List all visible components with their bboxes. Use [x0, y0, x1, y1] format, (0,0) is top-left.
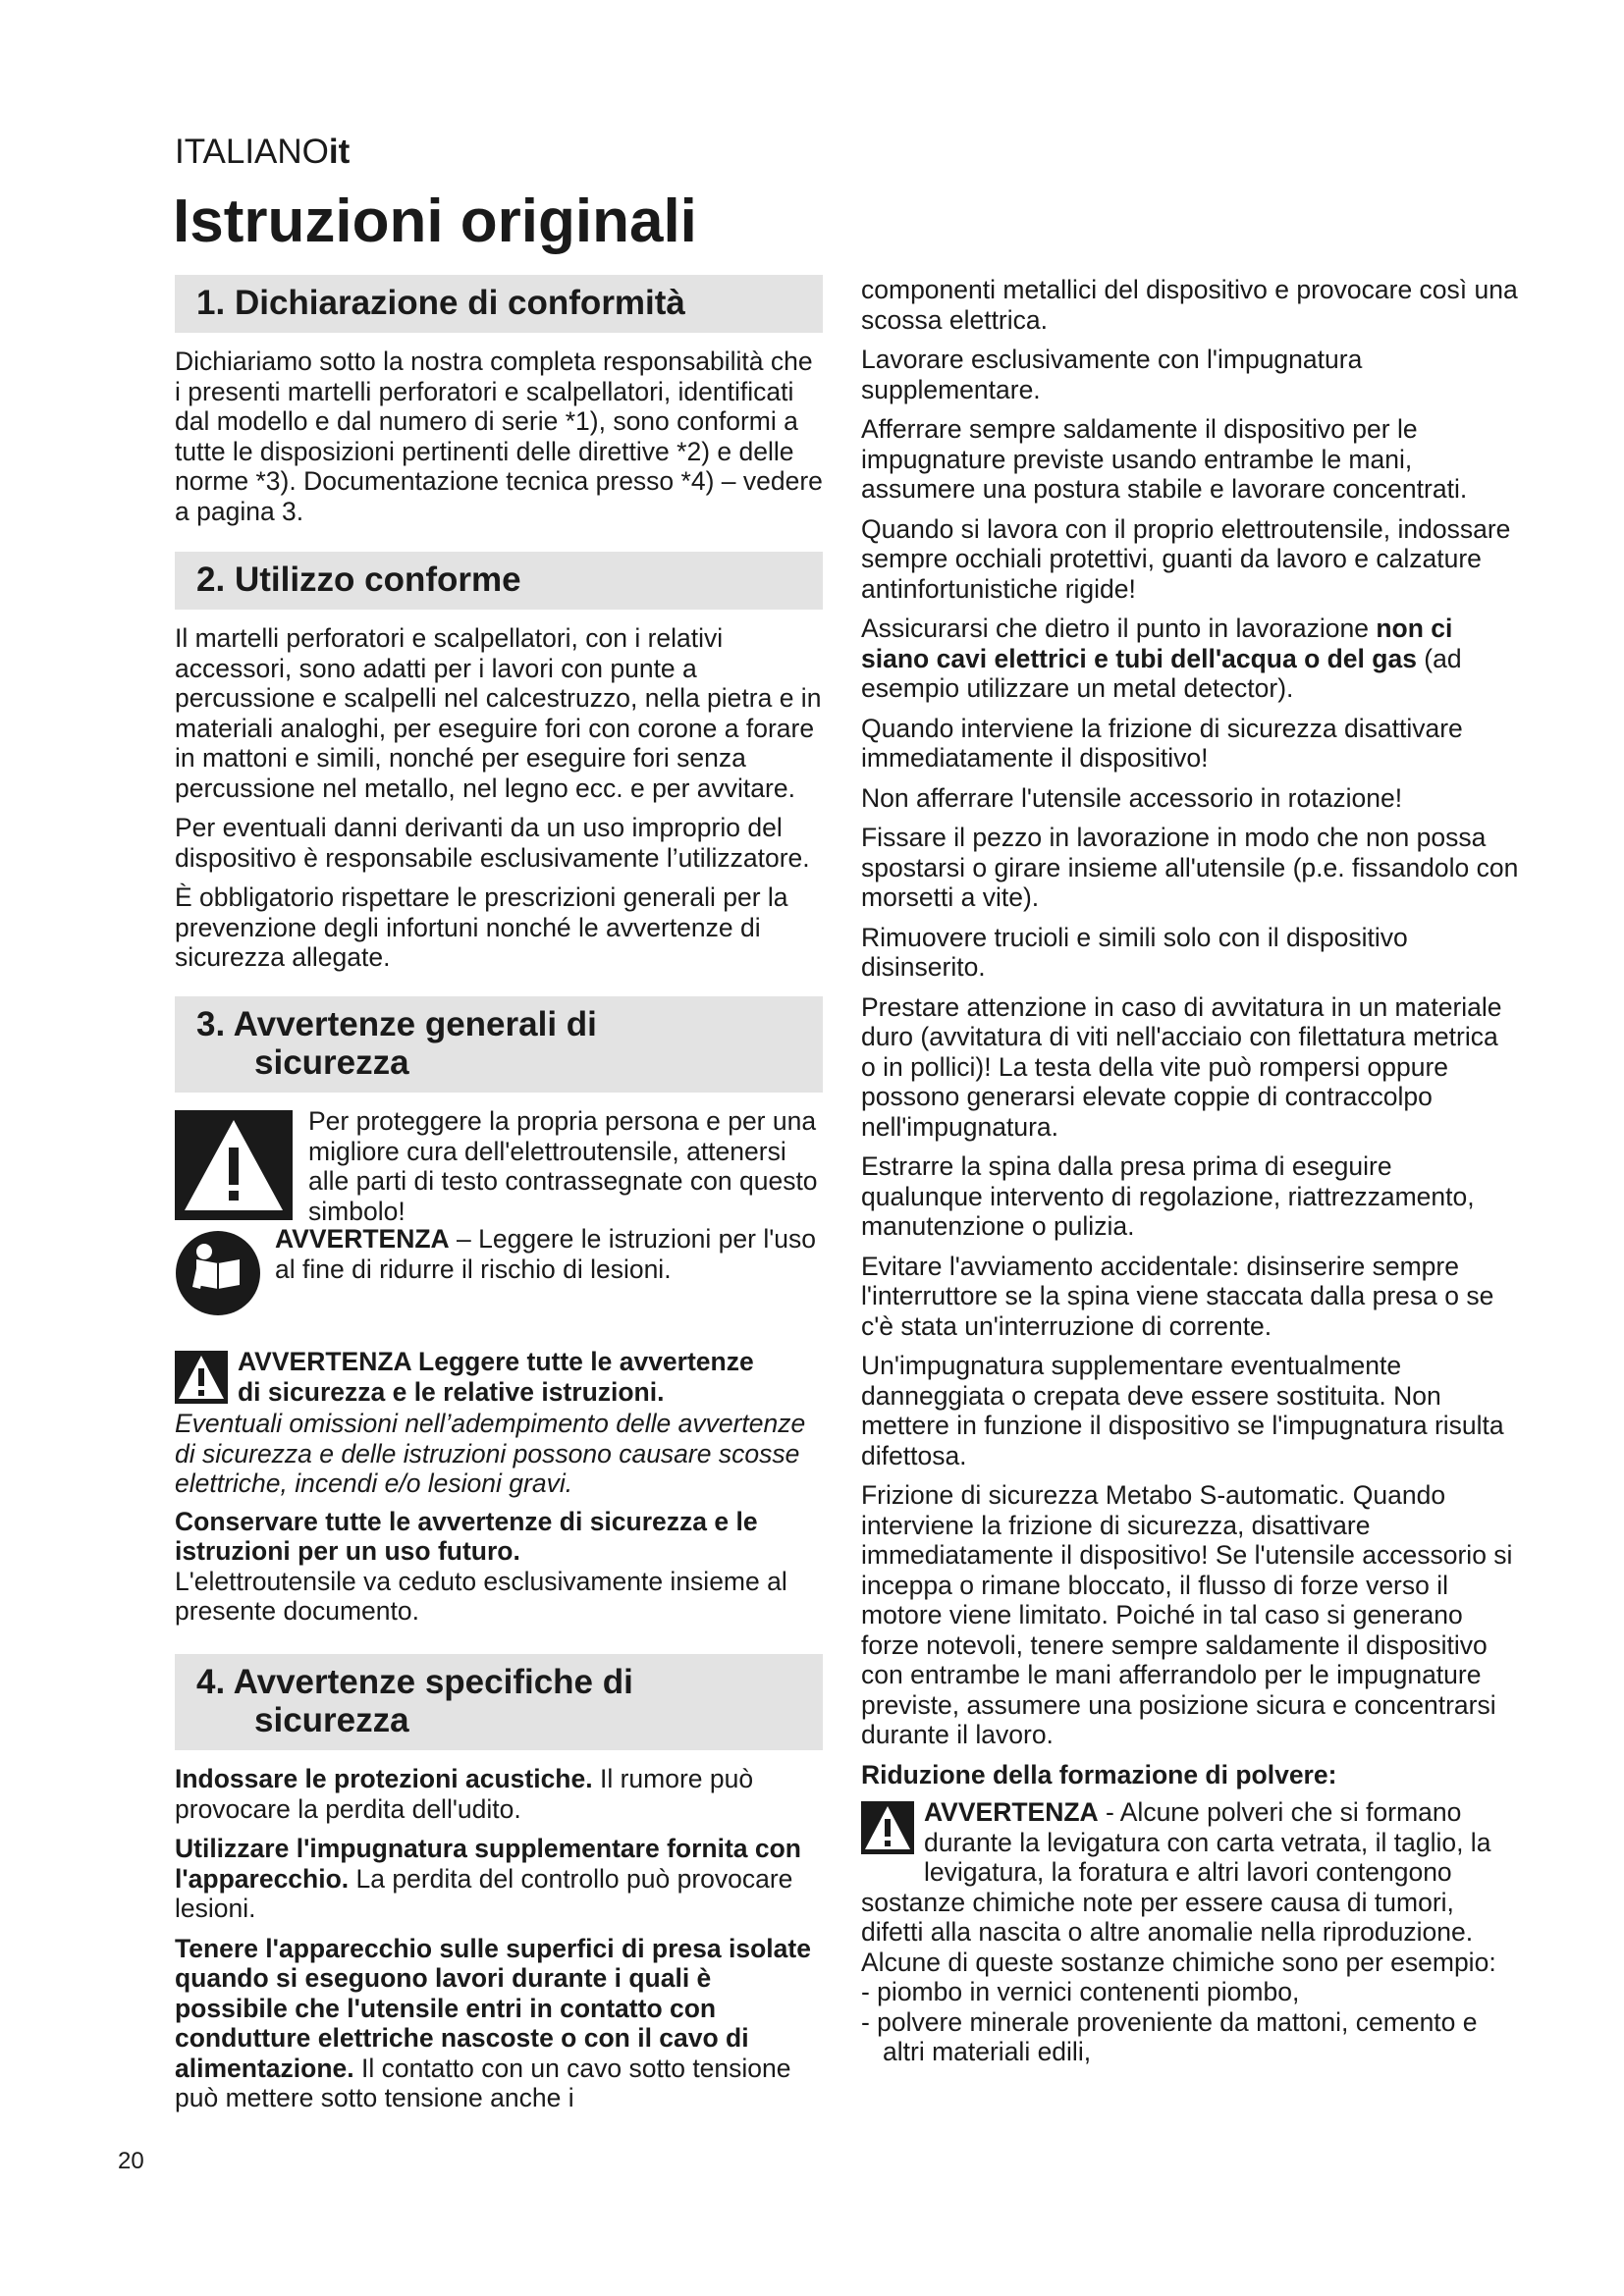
- r-para-14: Frizione di sicurezza Metabo S-automatic. Quando interviene la frizione di sicurezza, disattivare immediatamente il dispositivo! Se l'utensile accessorio si inceppa o rimane bloccato, il flusso di forze verso il motore viene limitato. Poiché in tal caso si generano forze notevoli, tenere sempre saldamente il dispositivo con entrambe le mani afferrandolo per le impugnature previste, assumere una posizione sicura e concentrarsi durante il lavoro.: [861, 1480, 1513, 1749]
- s2-paragraph-1: Il martelli perforatori e scalpellatori, con i relativi accessori, sono adatti per i lavori con punte a percussione e scalpelli nel calcestruzzo, nella pietra e in materiali analoghi, per eseguire fori con corone a forare in mattoni e simili, nonché per eseguire fori senza percussione nel metallo, nel legno ecc. e per avvitare.: [175, 623, 822, 803]
- r-para-13: Un'impugnatura supplementare eventualmente danneggiata o crepata deve essere sostituita. Non mettere in funzione il dispositivo se l'impugnatura risulta difettosa.: [861, 1351, 1504, 1470]
- right-column: [861, 275, 1519, 2067]
- s4-paragraph-b: Utilizzare l'impugnatura supplementare fornita con l'apparecchio. La perdita del controllo può provocare lesioni.: [175, 1834, 801, 1924]
- dust-heading: Riduzione della formazione di polvere:: [861, 1759, 1337, 1789]
- r-para-2: Lavorare esclusivamente con l'impugnatura supplementare.: [861, 345, 1363, 404]
- section-3-heading: 3. Avvertenze generali di sicurezza: [175, 996, 823, 1093]
- left-column: [175, 275, 823, 2113]
- list-item: - polvere minerale proveniente da mattoni, cemento e altri materiali edili,: [861, 2006, 1478, 2066]
- warning-triangle-icon: [175, 1110, 293, 1225]
- s4-paragraph-c: Tenere l'apparecchio sulle superfici di presa isolate quando si eseguono lavori durante i quali è possibile che l'utensile entri in contatto con condutture elettriche nascoste o con il cavo di alimentazione. Il contatto con un cavo sotto tensione può mettere sotto tensione anche i: [175, 1933, 811, 2113]
- read-manual-text: AVVERTENZA – Leggere le istruzioni per l'uso al fine di ridurre il rischio di lesioni.: [275, 1224, 817, 1284]
- r-para-1: componenti metallici del dispositivo e provocare così una scossa elettrica.: [861, 275, 1518, 335]
- warning-bold-title: AVVERTENZA Leggere tutte le avvertenze di sicurezza e le relative istruzioni.: [238, 1347, 754, 1407]
- hazard-list: [861, 1977, 1519, 2067]
- language-header: ITALIANOit: [175, 133, 351, 171]
- r-para-11: Estrarre la spina dalla presa prima di eseguire qualunque intervento di regolazione, riattrezzamento, manutenzione o pulizia.: [861, 1151, 1475, 1241]
- page-number: 20: [118, 2148, 144, 2174]
- warning-small-icon: [175, 1351, 228, 1409]
- warning-symbol-row: [175, 1106, 823, 1226]
- general-warning-block: [175, 1347, 823, 1627]
- s2-paragraph-3: È obbligatorio rispettare le prescrizioni generali per la prevenzione degli infortuni nonché le avvertenze di sicurezza allegate.: [175, 882, 788, 973]
- r-para-7: Non afferrare l'utensile accessorio in rotazione!: [861, 782, 1403, 813]
- keep-instructions: Conservare tutte le avvertenze di sicurezza e le istruzioni per un uso futuro. L'elettroutensile va ceduto esclusivamente insieme al presente documento.: [175, 1506, 787, 1627]
- r-para-3: Afferrare sempre saldamente il dispositivo per le impugnature previste usando entrambe le mani, assumere una postura stabile e lavorare concentrati.: [861, 414, 1468, 504]
- dust-warning-icon: [861, 1801, 914, 1859]
- r-para-5: Assicurarsi che dietro il punto in lavorazione non ci siano cavi elettrici e tubi dell'acqua o del gas (ad esempio utilizzare un metal detector).: [861, 614, 1462, 703]
- s2-paragraph-2: Per eventuali danni derivanti da un uso improprio del dispositivo è responsabile esclusivamente l’utilizzatore.: [175, 813, 810, 873]
- warning-italic-text: Eventuali omissioni nell’adempimento delle avvertenze di sicurezza e delle istruzioni possono causare scosse elettriche, incendi e/o lesioni gravi.: [175, 1409, 806, 1499]
- s1-paragraph: Dichiariamo sotto la nostra completa responsabilità che i presenti martelli perforatori e scalpellatori, identificati dal modello e dal numero di serie *1), sono conformi a tutte le disposizioni pertinenti delle direttive *2) e delle norme *3). Documentazione tecnica presso *4) – vedere a pagina 3.: [175, 347, 823, 526]
- page-title: Istruzioni originali: [173, 187, 697, 255]
- r-para-9: Rimuovere trucioli e simili solo con il dispositivo disinserito.: [861, 922, 1408, 982]
- dust-warning-text: AVVERTENZA - Alcune polveri che si formano durante la levigatura con carta vetrata, il taglio, la levigatura, la foratura e altri lavori contengono sostanze chimiche note per essere causa di tumori, difetti alla nascita o altre anomalie nella riproduzione. Alcune di queste sostanze chimiche sono per esempio:: [861, 1797, 1496, 1977]
- r-para-8: Fissare il pezzo in lavorazione in modo che non possa spostarsi o girare insieme all'utensile (p.e. fissandolo con morsetti a vite).: [861, 823, 1519, 912]
- r-para-6: Quando interviene la frizione di sicurezza disattivare immediatamente il dispositivo!: [861, 713, 1463, 773]
- section-2-heading: 2. Utilizzo conforme: [175, 552, 823, 610]
- s4-paragraph-a: Indossare le protezioni acustiche. Il rumore può provocare la perdita dell'udito.: [175, 1764, 754, 1824]
- symbol-explanation: Per proteggere la propria persona e per una migliore cura dell'elettroutensile, attenersi alle parti di testo contrassegnate con questo simbolo!: [308, 1106, 818, 1226]
- read-manual-icon: [175, 1230, 261, 1321]
- dust-warning-block: [861, 1797, 1519, 1977]
- read-manual-row: [175, 1224, 823, 1321]
- r-para-10: Prestare attenzione in caso di avvitatura in un materiale duro (avvitatura di viti nell'acciaio con filettatura metrica o in pollici)! La testa della vite può rompersi oppure possono generarsi elevate coppie di contraccolpo nell'impugnatura.: [861, 991, 1502, 1142]
- r-para-12: Evitare l'avviamento accidentale: disinserire sempre l'interruttore se la spina viene staccata dalla presa o se c'è stata un'interruzione di corrente.: [861, 1251, 1494, 1341]
- r-para-4: Quando si lavora con il proprio elettroutensile, indossare sempre occhiali protettivi, guanti da lavoro e calzature antinfortunistiche rigide!: [861, 513, 1511, 604]
- list-item: - piombo in vernici contenenti piombo,: [861, 1977, 1300, 2006]
- section-4-heading: 4. Avvertenze specifiche di sicurezza: [175, 1654, 823, 1750]
- section-1-heading: 1. Dichiarazione di conformità: [175, 275, 823, 333]
